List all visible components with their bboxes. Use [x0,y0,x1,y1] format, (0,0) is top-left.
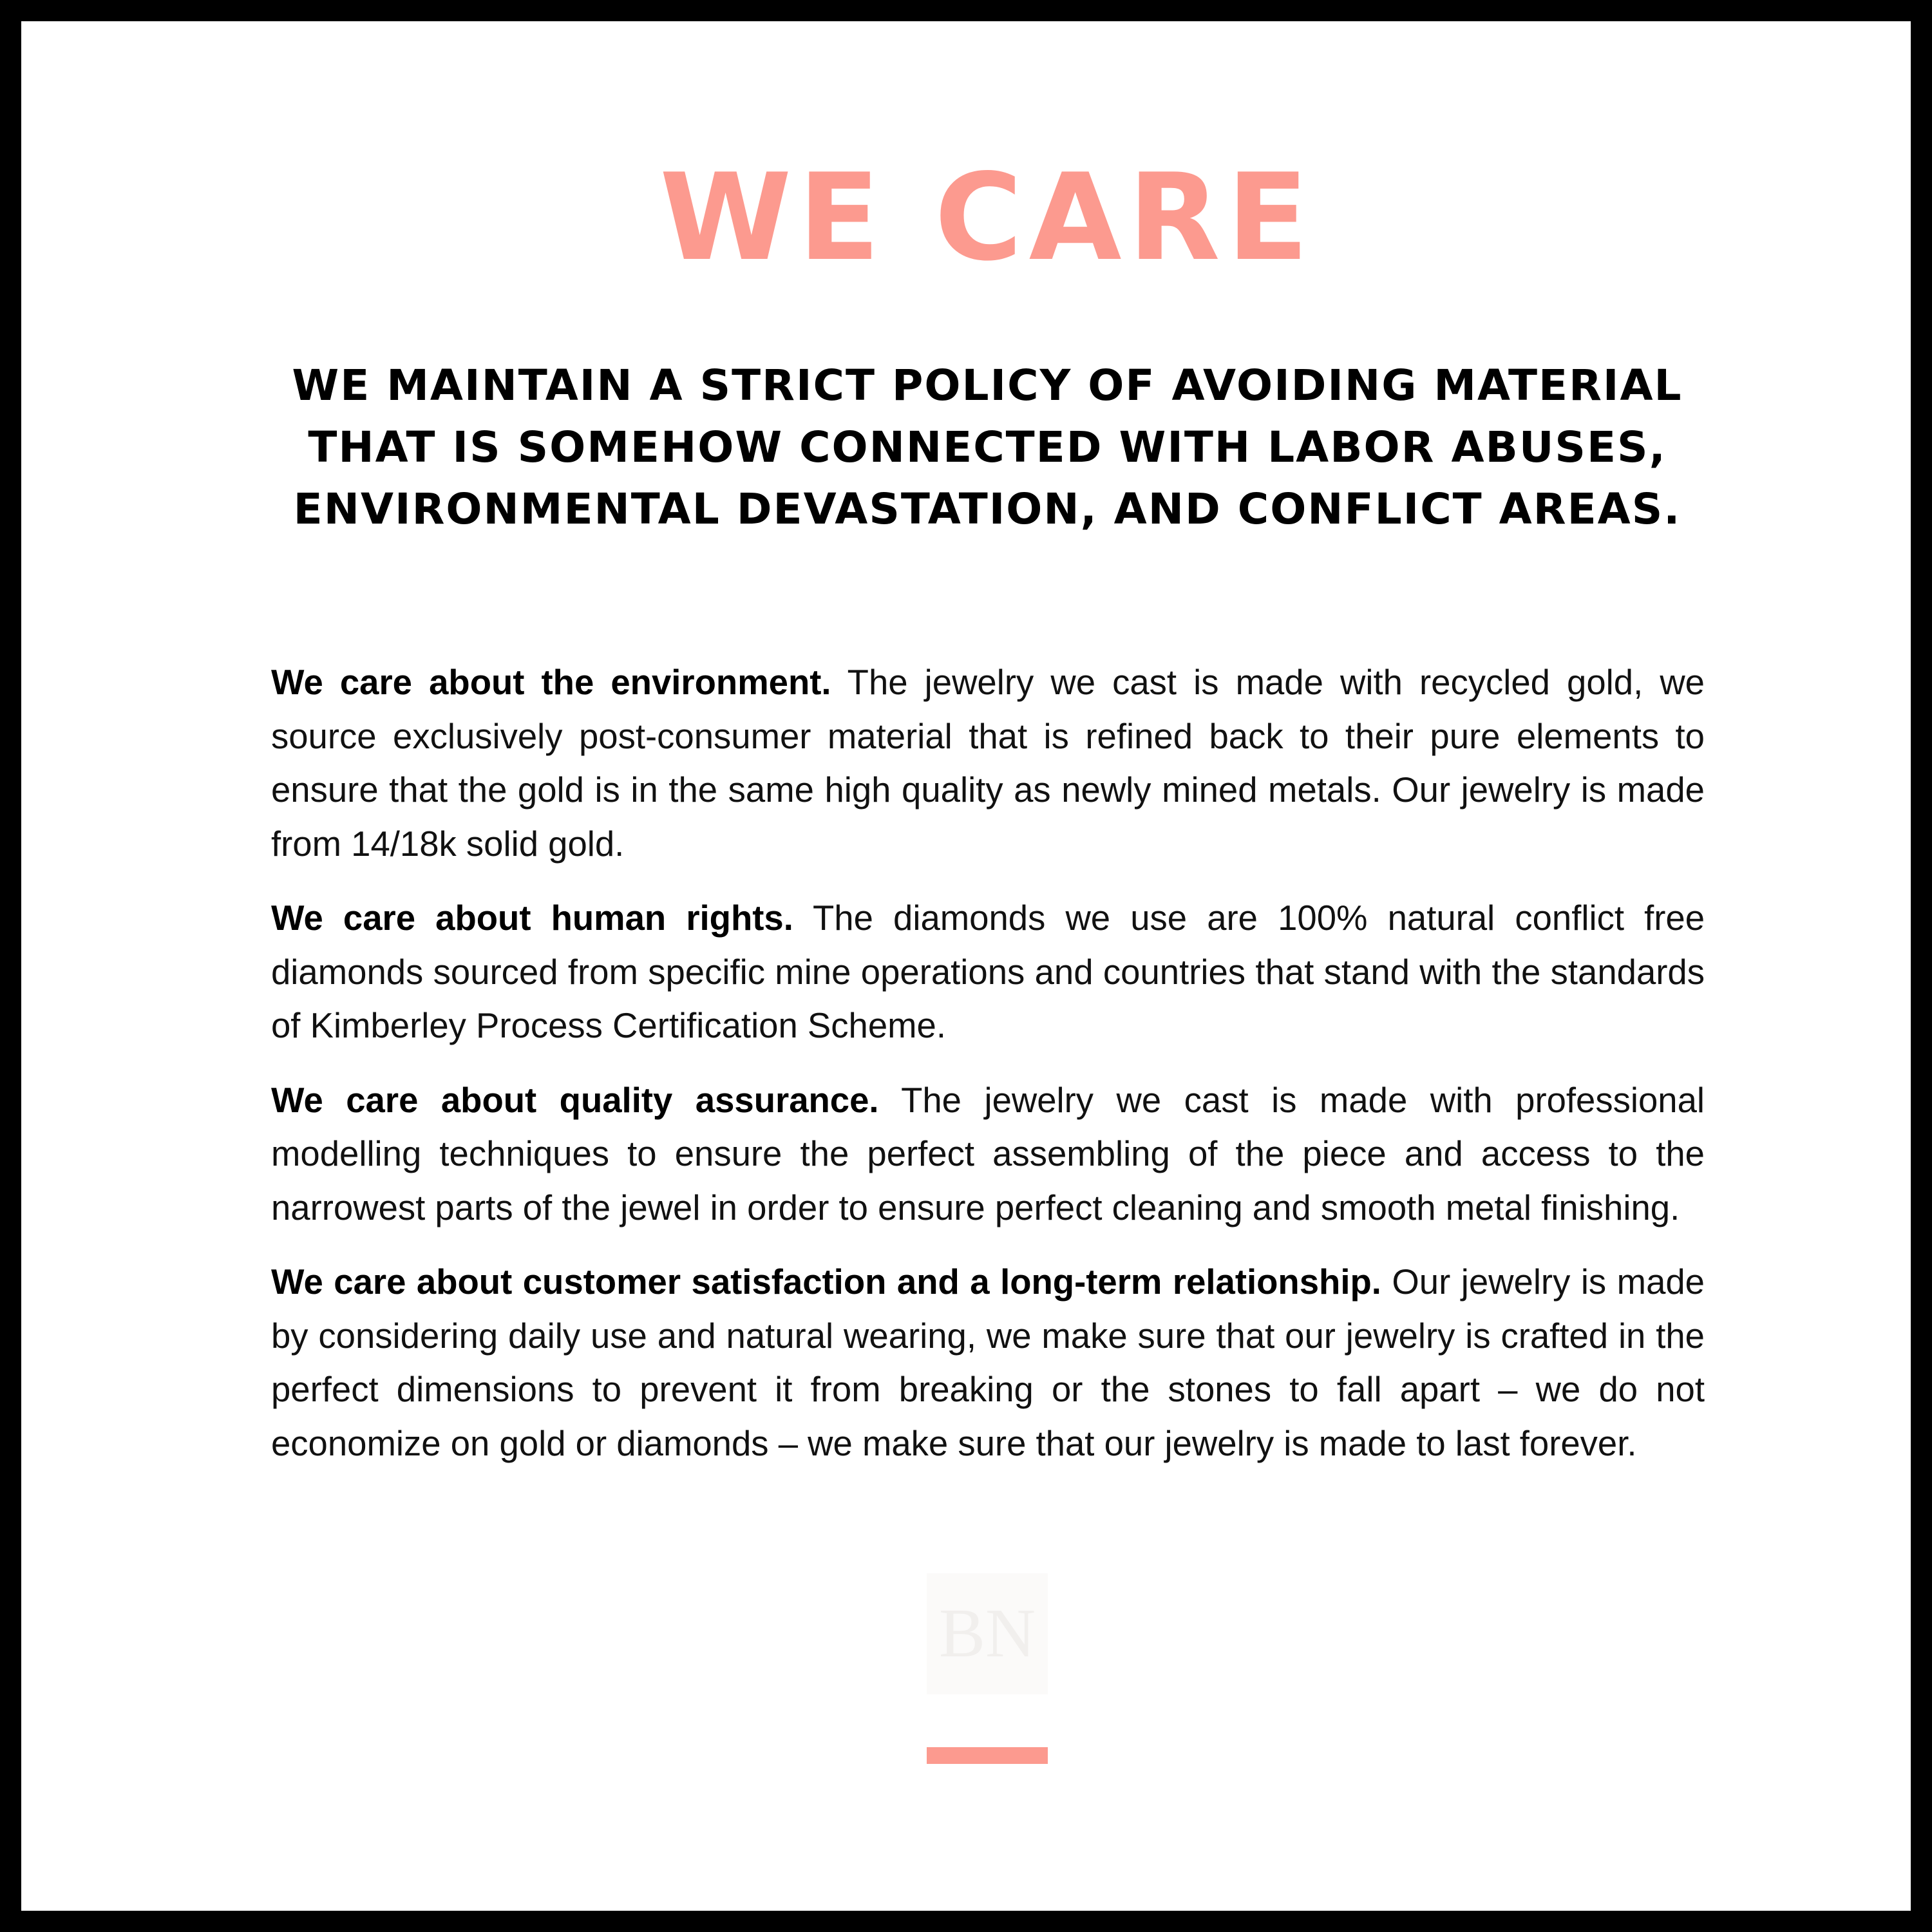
section-text: Our jewelry is made by considering daily use and natural wearing, we make sure that our jewelry is crafted in the perfect dimensions to prevent it from breaking or the stones to fall apart – we do not economize on gold or diamonds – we make sure that our jewelry is made to last forever. [271,1262,1705,1463]
care-section-environment [271,656,1705,871]
accent-divider [927,1747,1048,1764]
section-lead: We care about human rights. [271,898,793,938]
brand-monogram-watermark: BN [927,1573,1048,1694]
care-section-quality [271,1074,1705,1235]
care-section-human-rights [271,891,1705,1053]
section-lead: We care about customer satisfaction and a long-term relationship. [271,1262,1381,1302]
section-text: The diamonds we use are 100% natural conflict free diamonds sourced from specific mine operations and countries that stand with the standards of Kimberley Process Certification Scheme. [271,898,1705,1045]
page-title: WE CARE [659,147,1315,287]
section-lead: We care about the environment. [271,663,831,702]
section-lead: We care about quality assurance. [271,1080,879,1120]
policy-statement-line: WE MAINTAIN A STRICT POLICY OF AVOIDING MATERIAL [292,361,1683,410]
policy-statement-line: THAT IS SOMEHOW CONNECTED WITH LABOR ABUSES, [308,422,1667,472]
section-text: The jewelry we cast is made with recycled gold, we source exclusively post-consumer material that is refined back to their pure elements to ensure that the gold is in the same high quality as newly mined metals. Our jewelry is made from 14/18k solid gold. [271,663,1705,864]
policy-statement-line: ENVIRONMENTAL DEVASTATION, AND CONFLICT AREAS. [293,484,1681,534]
care-section-customer [271,1255,1705,1470]
section-text: The jewelry we cast is made with professional modelling techniques to ensure the perfect assembling of the piece and access to the narrowest parts of the jewel in order to ensure perfect cleaning and smooth metal finishing. [271,1080,1705,1227]
care-sections [271,656,1705,1491]
policy-statement [214,355,1760,540]
